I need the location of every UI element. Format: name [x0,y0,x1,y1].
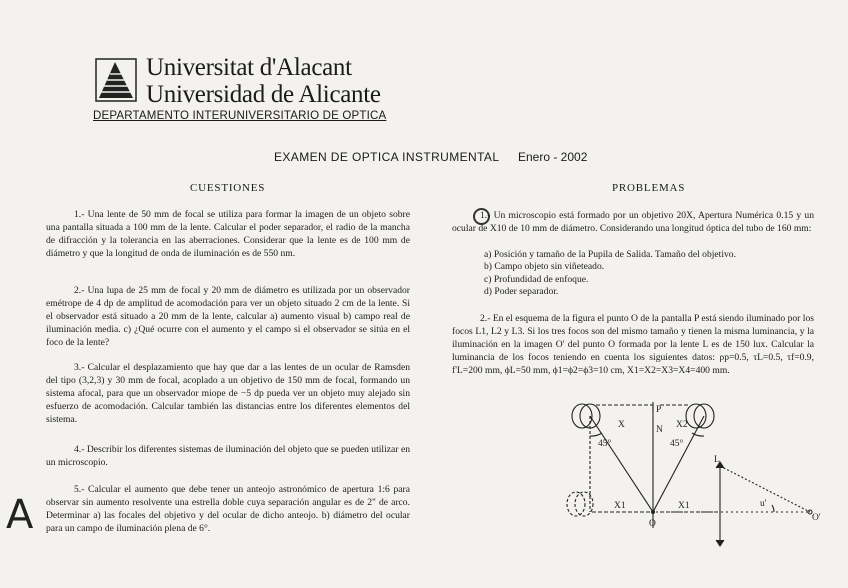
question-5: 5.- Calcular el aumento que debe tener un anteojo astronómico de apertura 1:6 para observar sin aumento resolvente una estrella doble cuya separación angular es de 2" de arco. Determinar a) las focales del objetivo y del ocular de dicho anteojo. b) diámetro del ocular para un campo de iluminación plena de 6°. [46,484,410,535]
lamp-top-left [572,404,592,428]
problem-1-item-d: d) Poder separador. [484,285,559,297]
label-O-prime: O' [812,513,821,523]
label-L: L [714,455,720,465]
cuestiones-heading: CUESTIONES [190,182,266,194]
department-name: DEPARTAMENTO INTERUNIVERSITARIO DE OPTICA [93,110,387,122]
angle-right: 45° [670,439,684,449]
problem-1-item-c: c) Profundidad de enfoque. [484,273,589,285]
exam-title: EXAMEN DE OPTICA INSTRUMENTAL [274,150,500,164]
problem-1-intro: 1.- Un microscopio está formado por un objetivo 20X, Apertura Numérica 0.15 y un ocular de X10 de 10 mm de diámetro. Considerando una longitud óptica del tubo de 160 mm: [452,210,814,235]
label-x1-left: X1 [614,501,626,511]
label-P: P [656,405,662,415]
problemas-heading: PROBLEMAS [612,182,686,194]
label-N: N [656,425,663,435]
angle-left: 45° [598,439,612,449]
question-2: 2.- Una lupa de 25 mm de focal y 20 mm de diámetro es utilizada por un observador emétrope de 4 dp de amplitud de acomodación para ver un objeto situado 2 cm de la lente. Si el observador está situado a 20 mm de la lente, calcular a) aumento visual b) campo real de iluminación media. c) ¿Qué ocurre con el aumento y el campo si el observador se sitúa en el foco de la lente? [46,285,410,349]
problem-1-items [484,249,736,298]
label-x-left: X [618,420,625,430]
university-name-catalan: Universitat d'Alacant [146,54,352,81]
label-u: u' [760,499,767,509]
problem-2: 2.- En el esquema de la figura el punto O de la pantalla P está siendo iluminado por los focos L1, L2 y L3. Si los tres focos son del mismo tamaño y tienen la misma luminancia, y la iluminación en la imagen O' del punto O formada por la lente L es de 150 lux. Calcular la luminancia de los focos teniendo en cuenta los siguientes datos: ρp=0.5, τL=0.5, τf=0.9, f'L=200 mm, ϕL=50 mm, ϕ1=ϕ2=ϕ3=10 cm, X1=X2=X3=X4=400 mm. [452,313,814,377]
label-O: O [649,519,656,529]
label-x1-right: X1 [678,501,690,511]
illumination-diagram [560,402,830,548]
lamp-bottom-left [567,492,585,516]
handwritten-mark: A [6,492,34,538]
question-1: 1.- Una lente de 50 mm de focal se utiliza para formar la imagen de un objeto sobre una pantalla situada a 100 mm de la lente. Calcular el poder separador, el radio de la mancha de difracción y la tolerancia en las aberraciones. Considerar que la lente es de 100 mm de diámetro y que la longitud de onda de iluminación es de 550 nm. [46,209,410,260]
problem-1-item-b: b) Campo objeto sin viñeteado. [484,261,605,273]
question-3: 3.- Calcular el desplazamiento que hay que dar a las lentes de un ocular de Ramsden del tipo (3,2,3) y 30 mm de focal, acoplado a un objetivo de 150 mm de focal, formando un sistema afocal, para que un observador miope de −5 dp pueda ver un objeto muy alejado sin esfuerzo de acomodación. Calcular también las distancias entre los diferentes elementos del sistema. [46,362,410,426]
exam-date: Enero - 2002 [518,150,588,164]
question-4: 4.- Describir los diferentes sistemas de iluminación del objeto que se pueden utilizar en un microscopio. [46,444,410,469]
university-name-spanish: Universidad de Alicante [146,81,381,108]
problem-1-item-a: a) Posición y tamaño de la Pupila de Salida. Tamaño del objetivo. [484,249,736,260]
label-x-right: X2 [676,420,688,430]
university-logo [95,58,137,102]
lamp-top-right [686,404,706,428]
